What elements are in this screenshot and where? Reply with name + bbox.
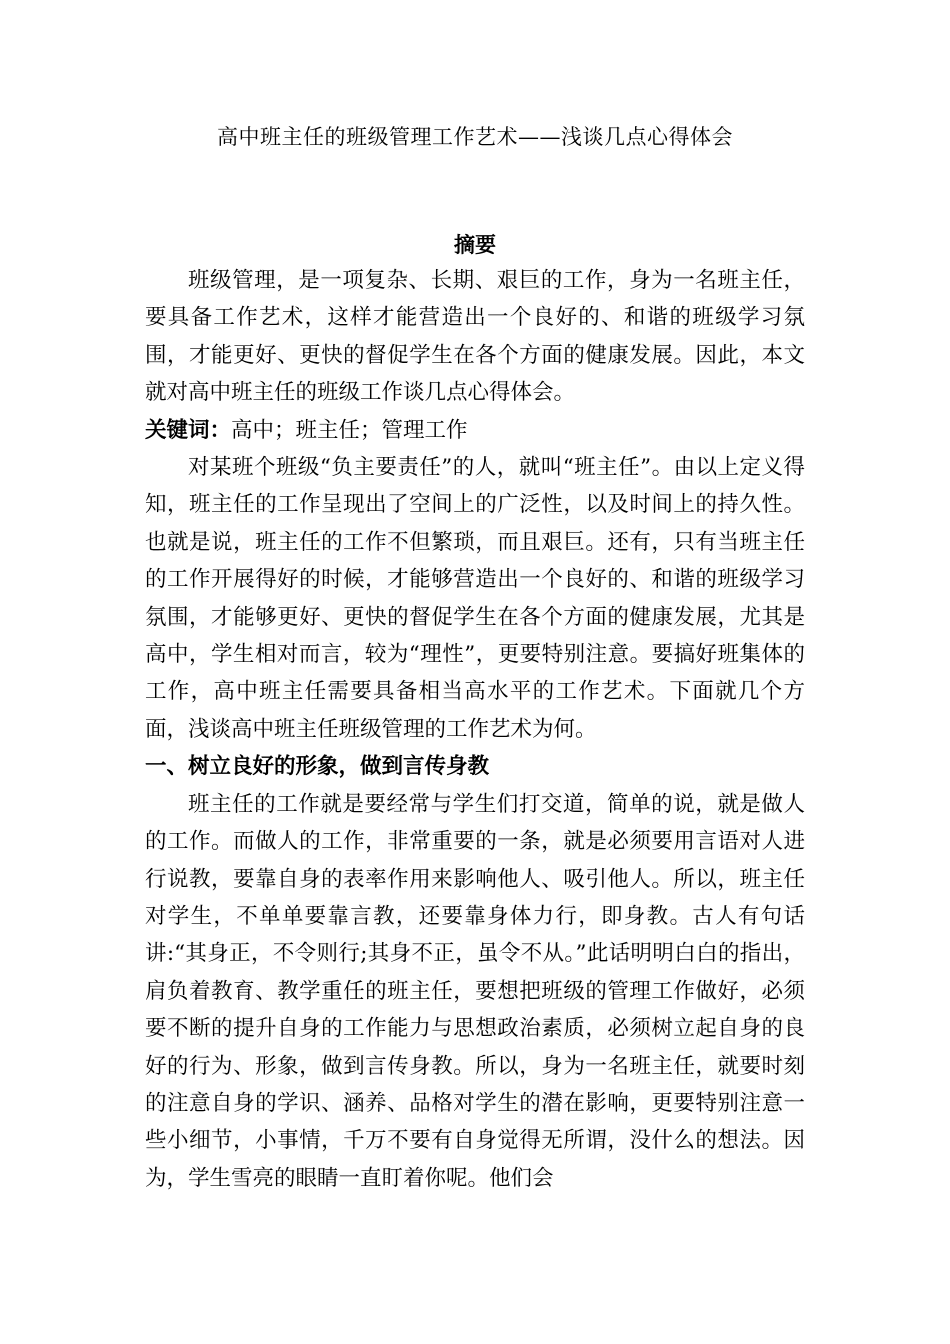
document-title: 高中班主任的班级管理工作艺术——浅谈几点心得体会 — [217, 125, 733, 149]
keywords-value: 高中；班主任；管理工作 — [231, 417, 468, 443]
keywords-label: 关键词： — [145, 417, 232, 443]
section-heading-1: 一、树立良好的形象，做到言传身教 — [145, 754, 490, 780]
intro-paragraph: 对某班个班级“负主要责任”的人，就叫“班主任”。由以上定义得知，班主任的工作呈现出了空间上的广泛性，以及时间上的持久性。也就是说，班主任的工作不但繁琐，而且艰巨。还有，只有当班主任的工作开展得好的时候，才能够营造出一个良好的、和谐的班级学习氛围，才能够更好、更快的督促学生在各个方面的健康发展，尤其是高中，学生相对而言，较为“理性”，更要特别注意。要搞好班集体的工作，高中班主任需要具备相当高水平的工作艺术。下面就几个方面，浅谈高中班主任班级管理的工作艺术为何。 — [145, 455, 805, 742]
section-paragraph-1: 班主任的工作就是要经常与学生们打交道，简单的说，就是做人的工作。而做人的工作，非常重要的一条，就是必须要用言语对人进行说教，要靠自身的表率作用来影响他人、吸引他人。所以，班主任对学生，不单单要靠言教，还要靠身体力行，即身教。古人有句话讲:“其身正，不令则行;其身不正，虽令不从。”此话明明白白的指出，肩负着教育、教学重任的班主任，要想把班级的管理工作做好，必须要不断的提升自身的工作能力与思想政治素质，必须树立起自身的良好的行为、形象，做到言传身教。所以，身为一名班主任，就要时刻的注意自身的学识、涵养、品格对学生的潜在影响，更要特别注意一些小细节，小事情，千万不要有自身觉得无所谓，没什么的想法。因为，学生雪亮的眼睛一直盯着你呢。他们会 — [145, 791, 805, 1191]
abstract-paragraph: 班级管理，是一项复杂、长期、艰巨的工作，身为一名班主任，要具备工作艺术，这样才能营造出一个良好的、和谐的班级学习氛围，才能更好、更快的督促学生在各个方面的健康发展。因此，本文就对高中班主任的班级工作谈几点心得体会。 — [145, 268, 805, 406]
keywords-line — [145, 412, 805, 449]
document-body — [145, 262, 805, 1197]
abstract-heading: 摘要 — [454, 233, 496, 257]
